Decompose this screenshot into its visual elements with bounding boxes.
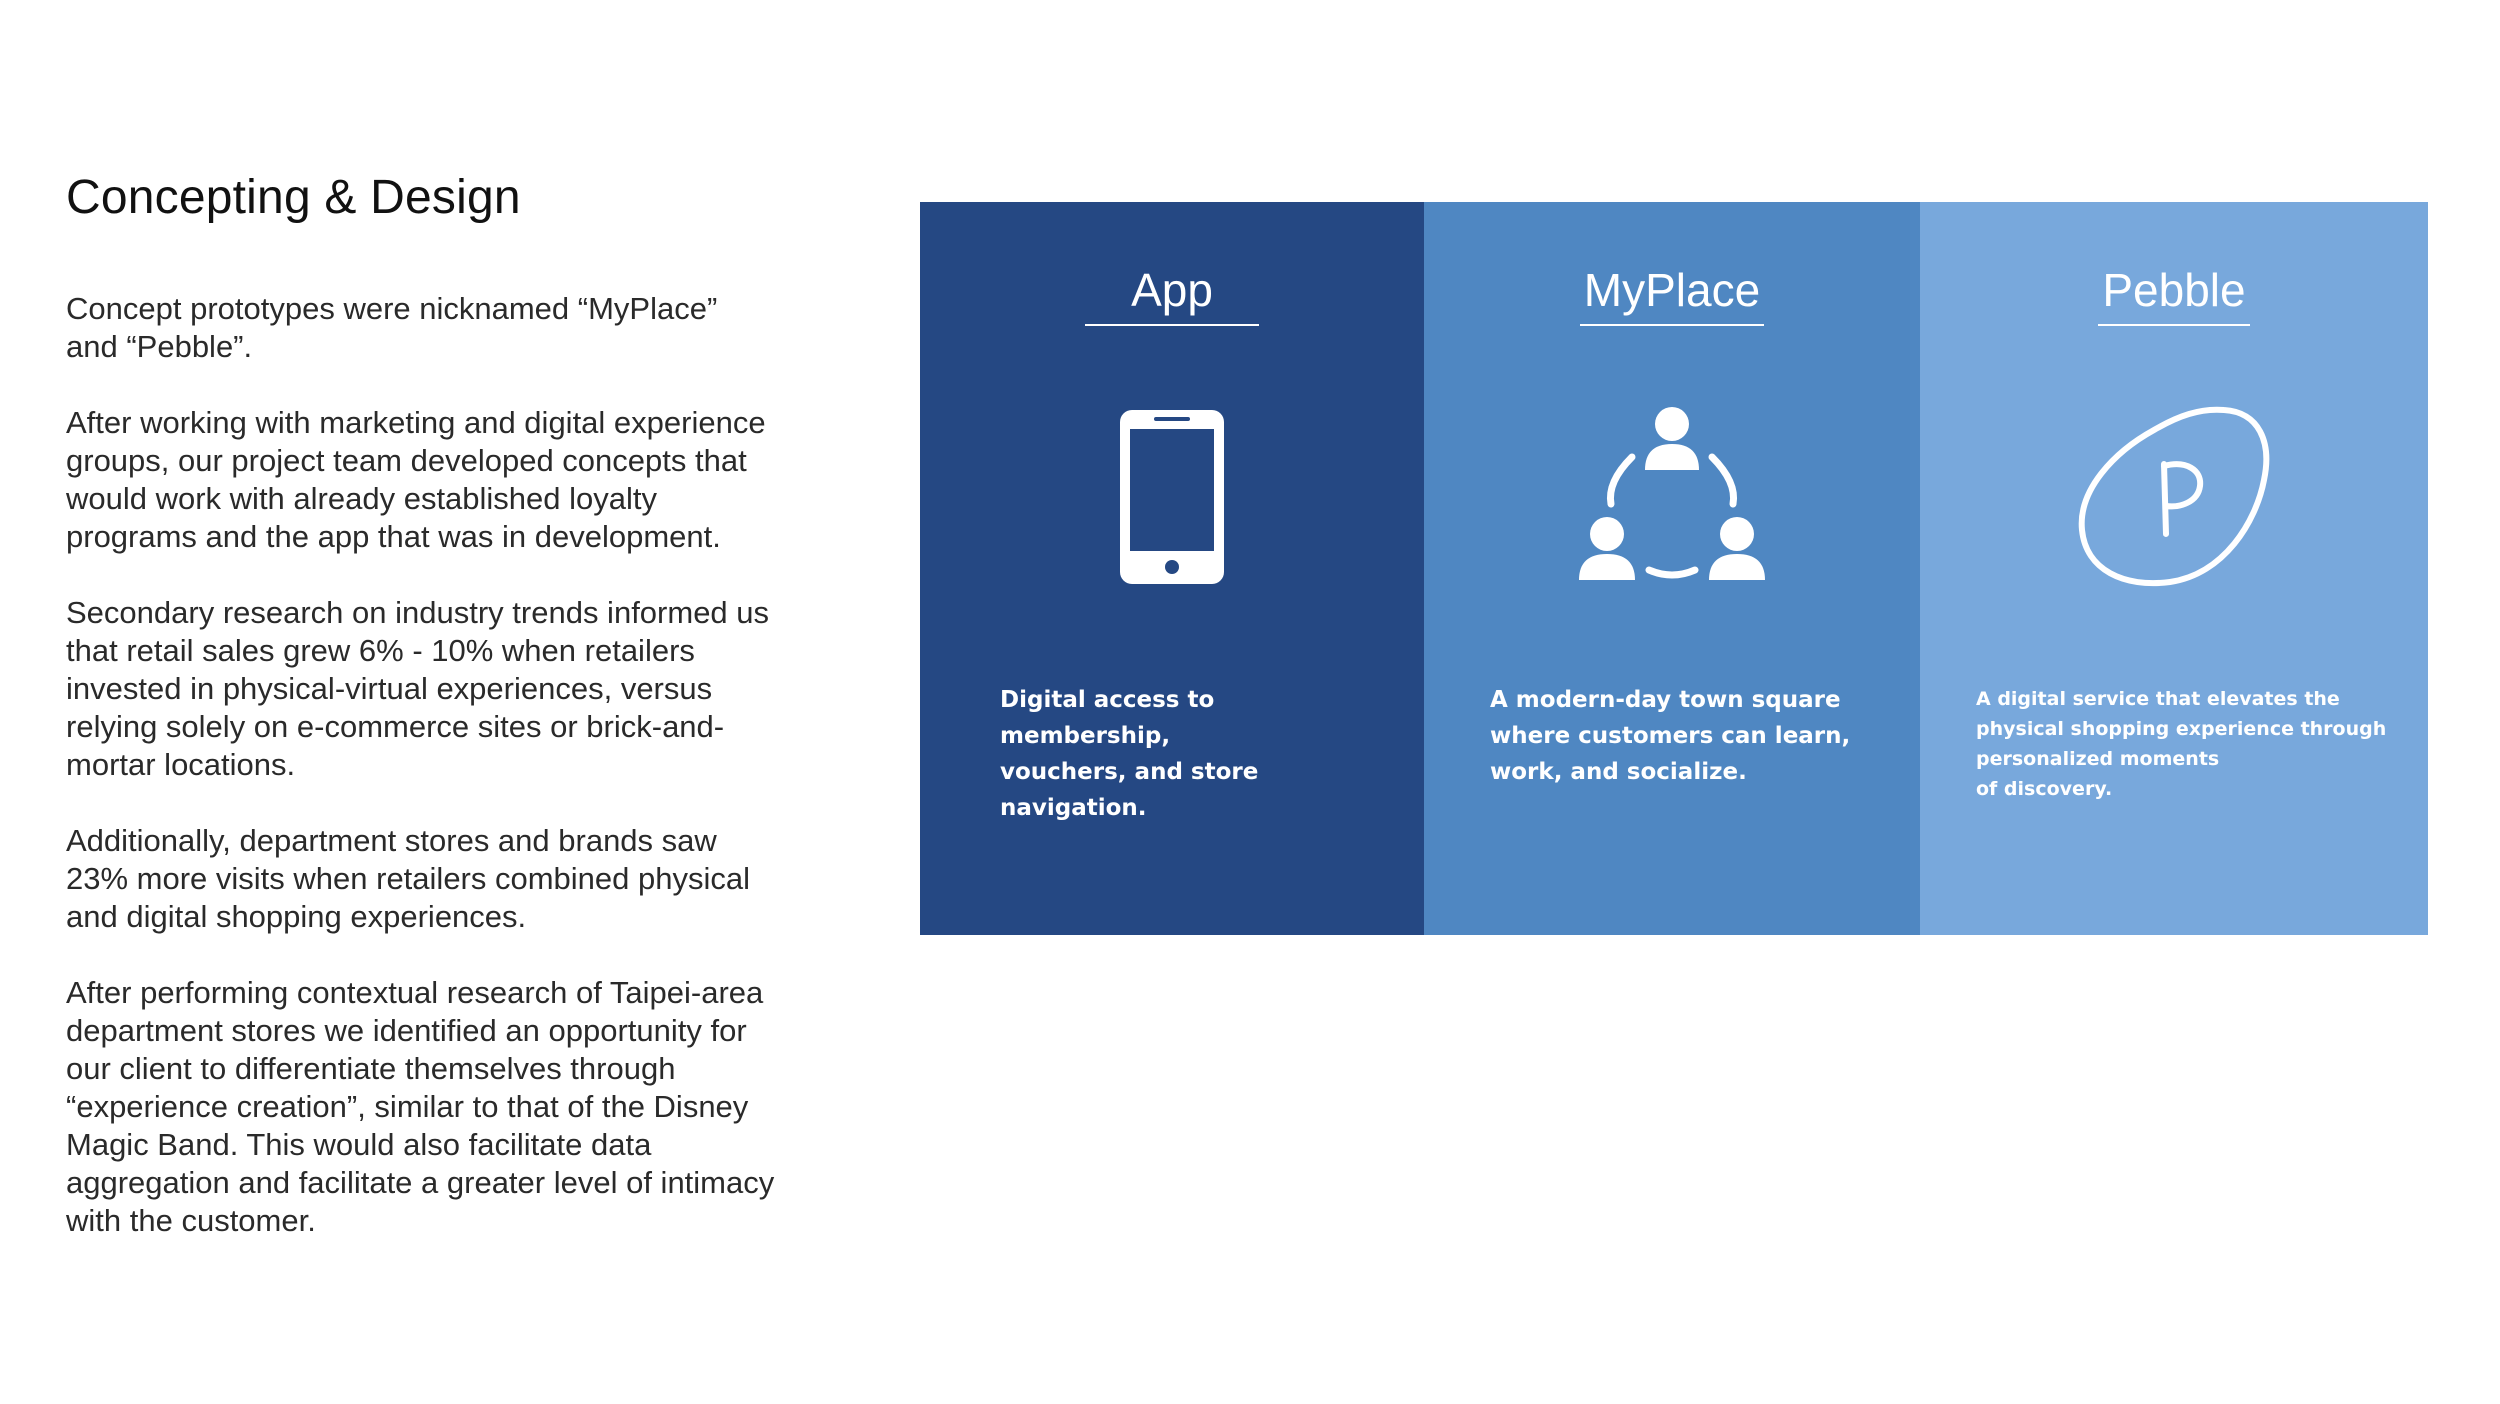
panel-myplace-description-text: A modern-day town square where customers can learn, work, and socialize. [1490, 687, 1851, 785]
panel-app-title-text: App [1085, 262, 1259, 326]
panel-pebble-description [1976, 684, 2396, 804]
panel-app-description-text: Digital access to membership, vouchers, and store navigation. [1000, 687, 1259, 821]
panel-app-description [1000, 682, 1380, 826]
concept-panels [920, 202, 2428, 935]
intro-column [66, 168, 806, 1278]
panel-app [920, 202, 1424, 935]
smartphone-icon [920, 402, 1424, 592]
panel-myplace-title [1424, 262, 1920, 326]
paragraph-secondary-research: Secondary research on industry trends informed us that retail sales grew 6% - 10% when retailers invested in physical-virtual experiences, versus relying solely on e-commerce sites or brick-and- mortar locations. [66, 595, 770, 782]
panel-myplace [1424, 202, 1920, 935]
panel-app-title [920, 262, 1424, 326]
pebble-p-icon [1920, 402, 2428, 592]
panel-myplace-description [1490, 682, 1870, 790]
community-icon [1424, 402, 1920, 592]
panel-pebble [1920, 202, 2428, 935]
paragraph-contextual-research: After performing contextual research of Taipei-area department stores we identified an opportunity for our client to differentiate themselves through “experience creation”, similar to that of the Disney Magic Band. This would also facilitate data aggregation and facilitate a greater level of intimacy with the customer. [66, 975, 775, 1238]
paragraph-department-stores: Additionally, department stores and brands saw 23% more visits when retailers combined physical and digital shopping experiences. [66, 823, 751, 934]
panel-pebble-title [1920, 262, 2428, 326]
panel-pebble-description-text: A digital service that elevates the physical shopping experience through personalized moments of discovery. [1976, 688, 2387, 800]
page-title: Concepting & Design [66, 171, 521, 224]
panel-myplace-title-text: MyPlace [1580, 262, 1764, 326]
paragraph-prototypes: Concept prototypes were nicknamed “MyPlace” and “Pebble”. [66, 291, 718, 364]
panel-pebble-title-text: Pebble [2098, 262, 2249, 326]
paragraph-marketing: After working with marketing and digital experience groups, our project team developed concepts that would work with already established loyalty programs and the app that was in development. [66, 405, 766, 554]
